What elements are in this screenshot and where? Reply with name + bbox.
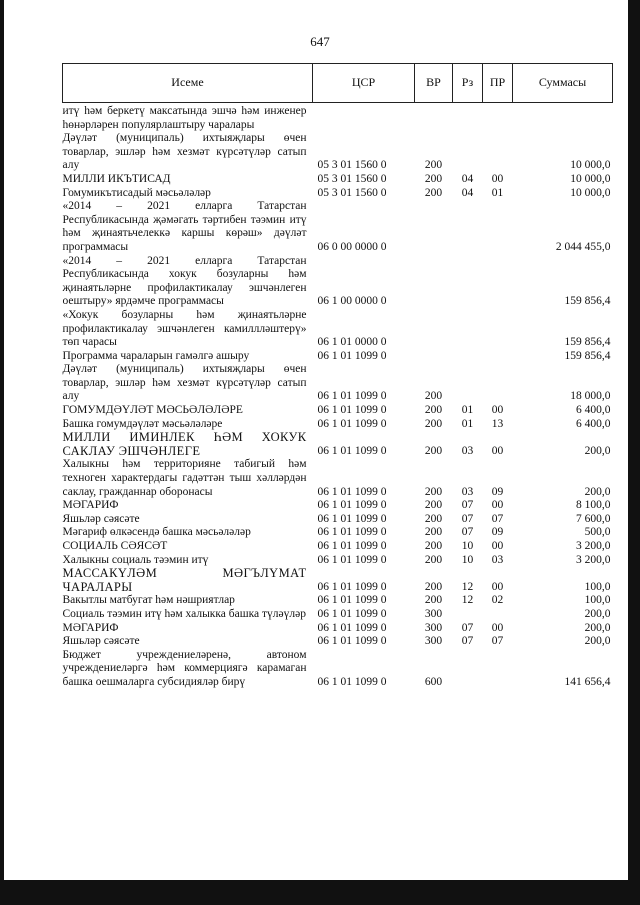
cell-pr: 07	[491, 512, 504, 525]
table-row	[63, 554, 613, 568]
cell-sum: 159 856,4	[564, 336, 611, 349]
cell-csr: 06 1 00 0000 0	[317, 295, 387, 308]
cell-csr: 06 1 01 0000 0	[317, 336, 387, 349]
cell-pr: 09	[491, 526, 504, 539]
cell-name: итү һәм беркетү максатында эшчә һәм инженер һөнәрләрен популярлаштыру чаралары	[62, 105, 307, 131]
cell-sum: 6 400,0	[576, 417, 611, 430]
cell-csr: 06 1 01 1099 0	[317, 635, 387, 648]
cell-pr: 00	[491, 499, 504, 512]
cell-csr: 06 0 00 0000 0	[317, 240, 387, 253]
cell-vr: 200	[424, 159, 443, 172]
cell-rz	[453, 132, 483, 173]
cell-vr: 200	[424, 594, 443, 607]
cell-sum: 2 044 455,0	[555, 240, 611, 253]
cell-pr: 00	[491, 404, 504, 417]
cell-csr: 06 1 01 1099 0	[317, 349, 387, 362]
table-row	[63, 540, 613, 554]
cell-name: Социаль тәэмин итү һәм халыкка башка түләүләр	[62, 607, 306, 620]
cell-sum: 6 400,0	[576, 404, 611, 417]
column-header-pr: ПР	[483, 64, 513, 103]
cell-name: Яшьләр сәясәте	[62, 512, 140, 525]
cell-vr: 200	[424, 499, 443, 512]
cell-rz	[453, 255, 483, 309]
cell-vr	[415, 350, 453, 364]
cell-rz: 12	[461, 580, 474, 593]
column-header-rz: Рз	[453, 64, 483, 103]
cell-name: Бюджет учреждениеләренә, автоном учреждениеләргә һәм коммерциягә карамаган башка оешмаларга субсидияләр бирү	[62, 648, 307, 688]
cell-name: Халыкны социаль тәэмин итү	[62, 553, 209, 566]
cell-vr: 200	[424, 485, 443, 498]
cell-rz: 04	[461, 172, 474, 185]
table-row	[63, 103, 613, 133]
cell-vr	[415, 200, 453, 254]
cell-rz: 01	[461, 417, 474, 430]
cell-csr: 06 1 01 1099 0	[317, 540, 387, 552]
cell-csr: 06 1 01 1099 0	[317, 417, 387, 430]
cell-pr	[483, 255, 513, 309]
cell-vr: 200	[424, 512, 443, 525]
cell-vr: 200	[424, 417, 443, 430]
cell-vr: 200	[424, 553, 443, 566]
table-row	[63, 513, 613, 527]
cell-name: Яшьләр сәясәте	[62, 635, 140, 648]
cell-pr	[483, 103, 513, 133]
table-row	[63, 499, 613, 513]
cell-pr: 00	[491, 444, 504, 457]
cell-rz	[453, 608, 483, 622]
cell-vr: 300	[424, 635, 443, 648]
cell-vr: 200	[424, 404, 443, 417]
cell-vr	[415, 255, 453, 309]
column-header-name: Исеме	[63, 64, 313, 103]
cell-name: Программа чараларын гамәлгә ашыру	[62, 349, 250, 362]
cell-csr: 06 1 01 1099 0	[317, 580, 387, 593]
table-row	[63, 200, 613, 254]
table-row	[63, 526, 613, 540]
page-number: 647	[310, 34, 330, 49]
cell-sum: 10 000,0	[570, 172, 611, 185]
cell-name: МӘГАРИФ	[62, 499, 119, 512]
cell-csr: 06 1 01 1099 0	[317, 499, 387, 512]
cell-pr: 00	[491, 172, 504, 185]
cell-vr: 200	[424, 390, 443, 403]
cell-csr: 06 1 01 1099 0	[317, 390, 387, 403]
cell-csr: 06 1 01 1099 0	[317, 594, 387, 607]
cell-rz: 03	[461, 444, 474, 457]
table-row	[63, 458, 613, 499]
cell-name: МАССАКҮЛӘМ МӘГЪЛҮМАТ ЧАРАЛАРЫ	[62, 566, 307, 594]
cell-vr: 200	[424, 186, 443, 199]
cell-sum: 10 000,0	[570, 159, 611, 172]
cell-rz	[453, 103, 483, 133]
cell-pr	[483, 132, 513, 173]
cell-pr: 02	[491, 594, 504, 607]
cell-sum: 100,0	[584, 580, 611, 593]
cell-csr: 06 1 01 1099 0	[317, 512, 387, 525]
cell-sum: 18 000,0	[570, 390, 611, 403]
cell-vr	[415, 103, 453, 133]
cell-pr	[483, 200, 513, 254]
cell-pr	[483, 350, 513, 364]
cell-pr	[483, 309, 513, 350]
cell-vr: 200	[424, 526, 443, 539]
table-row	[63, 635, 613, 649]
cell-sum: 3 200,0	[576, 540, 611, 552]
cell-csr: 06 1 01 1099 0	[317, 621, 387, 634]
table-row	[63, 649, 613, 690]
cell-csr: 06 1 01 1099 0	[317, 553, 387, 566]
cell-name: Гомумикътисадый мәсьәләләр	[62, 186, 211, 199]
cell-csr: 06 1 01 1099 0	[317, 526, 387, 539]
table-row	[63, 431, 613, 458]
cell-name: Мәгариф өлкәсендә башка мәсьәләләр	[62, 526, 251, 539]
cell-name: Халыкны һәм территорияне табигый һәм техноген характердагы гадәттән тыш хәлләрдән саклау, гражданнар оборонасы	[62, 458, 307, 498]
cell-name: ГОМУМДӘҮЛӘТ МӘСЬӘЛӘЛӘРЕ	[62, 404, 243, 417]
cell-rz: 10	[461, 553, 474, 566]
table-header-row	[63, 64, 613, 103]
cell-rz: 03	[461, 485, 474, 498]
table-row	[63, 173, 613, 187]
cell-name: Дәүләт (муниципаль) ихтыяҗлары өчен товарлар, эшләр һәм хезмәт күрсәтүләр сатып алу	[62, 132, 307, 172]
table-row	[63, 350, 613, 364]
cell-rz: 10	[461, 540, 474, 552]
cell-pr: 00	[491, 621, 504, 634]
cell-name: «2014 – 2021 елларга Татарстан Республикасында хокук бозуларны һәм җинаятьләрне профилактикалау эшчәнлеген оештыру» ярдәмче программасы	[62, 254, 307, 308]
cell-sum: 200,0	[584, 607, 611, 620]
cell-pr: 01	[491, 186, 504, 199]
table-row	[63, 418, 613, 432]
cell-pr	[483, 649, 513, 690]
cell-sum: 200,0	[584, 444, 611, 457]
cell-name: СОЦИАЛЬ СӘЯСӘТ	[62, 540, 168, 552]
cell-sum: 10 000,0	[570, 186, 611, 199]
cell-sum: 200,0	[584, 621, 611, 634]
cell-rz	[453, 200, 483, 254]
cell-name: «2014 – 2021 елларга Татарстан Республикасында җәмәгать тәртибен тәэмин итү һәм җинаятьчелеккә каршы көрәш» дәүләт программасы	[62, 200, 307, 253]
cell-csr: 06 1 01 1099 0	[317, 607, 387, 620]
cell-vr: 200	[424, 444, 443, 457]
cell-rz	[453, 363, 483, 404]
cell-vr: 300	[424, 607, 443, 620]
cell-rz: 07	[461, 621, 474, 634]
table-row	[63, 404, 613, 418]
table-body	[63, 103, 613, 690]
cell-rz: 07	[461, 512, 474, 525]
table-row	[63, 567, 613, 594]
cell-rz	[453, 350, 483, 364]
cell-sum: 200,0	[584, 635, 611, 648]
cell-sum: 100,0	[584, 594, 611, 607]
cell-sum: 3 200,0	[576, 553, 611, 566]
cell-csr: 06 1 01 1099 0	[317, 485, 387, 498]
cell-rz	[453, 309, 483, 350]
cell-pr	[483, 608, 513, 622]
scan-edge-bottom	[0, 880, 640, 905]
column-header-vr: ВР	[415, 64, 453, 103]
table-row	[63, 132, 613, 173]
scan-edge-left	[0, 0, 4, 905]
cell-rz: 07	[461, 635, 474, 648]
cell-pr	[483, 363, 513, 404]
cell-name: МИЛЛИ ИМИНЛЕК ҺӘМ ХОКУК САКЛАУ ЭШЧӘНЛЕГЕ	[62, 430, 307, 458]
column-header-sum: Суммасы	[513, 64, 613, 103]
cell-sum: 200,0	[584, 485, 611, 498]
table-row	[63, 594, 613, 608]
cell-csr: 05 3 01 1560 0	[317, 186, 387, 199]
cell-csr	[313, 103, 415, 133]
cell-rz	[453, 649, 483, 690]
table-row	[63, 309, 613, 350]
cell-sum: 141 656,4	[564, 675, 611, 688]
column-header-csr: ЦСР	[313, 64, 415, 103]
cell-name: МИЛЛИ ИКЪТИСАД	[62, 172, 171, 185]
cell-rz: 12	[461, 594, 474, 607]
cell-pr: 07	[491, 635, 504, 648]
cell-name: МӘГАРИФ	[62, 621, 119, 634]
cell-pr: 03	[491, 553, 504, 566]
cell-sum: 8 100,0	[576, 499, 611, 512]
cell-pr: 13	[491, 417, 504, 430]
cell-pr: 00	[491, 580, 504, 593]
cell-pr: 09	[491, 485, 504, 498]
cell-rz: 07	[461, 499, 474, 512]
cell-vr: 300	[424, 621, 443, 634]
cell-vr: 200	[424, 580, 443, 593]
table-row	[63, 363, 613, 404]
cell-csr: 05 3 01 1560 0	[317, 159, 387, 172]
budget-table	[62, 63, 613, 690]
cell-sum	[513, 103, 613, 133]
table-row	[63, 255, 613, 309]
cell-csr: 05 3 01 1560 0	[317, 172, 387, 185]
cell-sum: 159 856,4	[564, 295, 611, 308]
cell-csr: 06 1 01 1099 0	[317, 675, 387, 688]
cell-rz: 01	[461, 404, 474, 417]
table-row	[63, 622, 613, 636]
cell-name: Дәүләт (муниципаль) ихтыяҗлары өчен товарлар, эшләр һәм хезмәт күрсәтүләр сатып алу	[62, 363, 307, 403]
table-row	[63, 187, 613, 201]
cell-name: «Хокук бозуларны һәм җинаятьләрне профилактикалау эшчәнлеген камиллләштерү» төп чарасы	[62, 308, 307, 349]
cell-sum: 7 600,0	[576, 512, 611, 525]
cell-vr: 200	[424, 172, 443, 185]
cell-name: Вакытлы матбугат һәм нәшриятлар	[62, 594, 235, 607]
cell-csr: 06 1 01 1099 0	[317, 404, 387, 417]
cell-rz: 04	[461, 186, 474, 199]
table-row	[63, 608, 613, 622]
cell-csr: 06 1 01 1099 0	[317, 444, 387, 457]
scan-edge-right	[628, 0, 640, 905]
cell-pr: 00	[491, 540, 504, 552]
cell-vr: 200	[424, 540, 443, 552]
cell-vr	[415, 309, 453, 350]
cell-vr: 600	[424, 675, 443, 688]
cell-sum: 159 856,4	[564, 349, 611, 362]
cell-rz: 07	[461, 526, 474, 539]
cell-name: Башка гомумдәүләт мәсьәләләре	[62, 417, 223, 430]
cell-sum: 500,0	[584, 526, 611, 539]
